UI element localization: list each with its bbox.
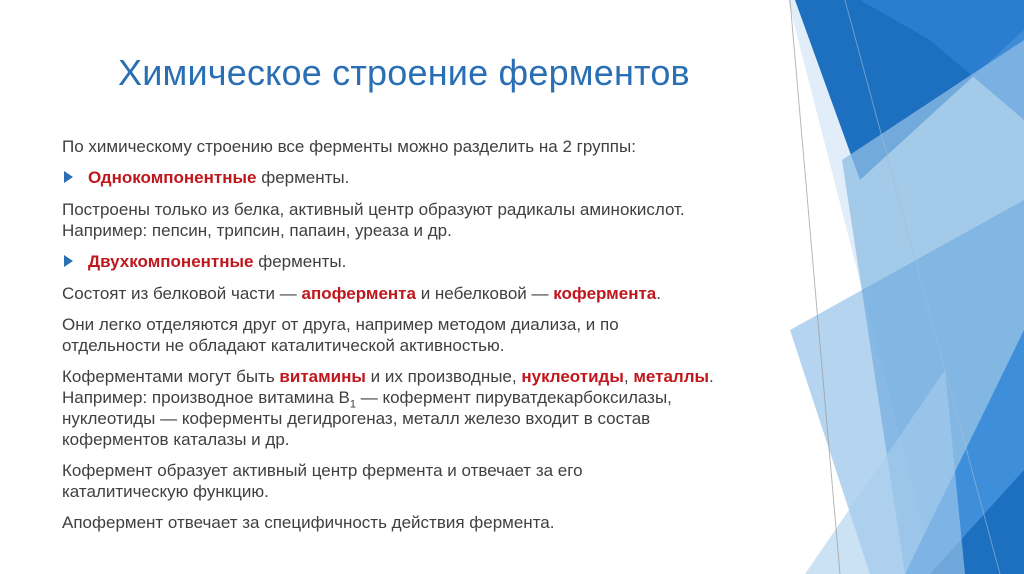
bullet-arrow-icon <box>64 171 73 183</box>
term-one-component: Однокомпонентные <box>88 168 257 187</box>
two-component-text-1: Состоят из белковой части — <box>62 284 302 303</box>
coenzymes-text-3: , <box>623 367 634 386</box>
one-component-description <box>62 199 802 241</box>
slide-body <box>62 136 802 543</box>
intro-text: По химическому строению все ферменты можно разделить на 2 группы: <box>62 137 636 156</box>
bullet-one-component-rest: ферменты. <box>256 168 350 187</box>
one-component-line-2: Например: пепсин, трипсин, папаин, уреаза и др. <box>62 221 452 240</box>
coenzymes-paragraph <box>62 366 802 450</box>
separation-paragraph <box>62 314 802 356</box>
two-component-text-2: и небелковой — <box>415 284 554 303</box>
bullet-arrow-icon <box>64 255 73 267</box>
coenzymes-line-4: коферментов каталазы и др. <box>62 430 290 449</box>
coenzymes-example-rest: — кофермент пируватдекарбоксилазы, <box>356 388 672 407</box>
term-two-component: Двухкомпонентные <box>88 252 254 271</box>
term-coenzyme: кофермента <box>553 284 657 303</box>
term-metals: металлы <box>633 367 710 386</box>
slide-title: Химическое строение ферментов <box>118 52 690 93</box>
bullet-two-component-rest: ферменты. <box>253 252 347 271</box>
coenzymes-text-2: и их производные, <box>365 367 522 386</box>
term-nucleotides: нуклеотиды <box>521 367 624 386</box>
separation-line-1: Они легко отделяются друг от друга, например методом диализа, и по <box>62 315 619 334</box>
term-vitamins: витамины <box>279 367 366 386</box>
active-center-paragraph <box>62 460 802 502</box>
term-apoenzyme: апофермента <box>301 284 416 303</box>
coenzymes-line-3: нуклеотиды — коферменты дегидрогеназ, металл железо входит в состав <box>62 409 651 428</box>
coenzymes-text-1: Коферментами могут быть <box>62 367 280 386</box>
specificity-paragraph: Апофермент отвечает за специфичность действия фермента. <box>62 513 555 532</box>
coenzymes-text-4: . <box>709 367 714 386</box>
two-component-text-3: . <box>656 284 661 303</box>
separation-line-2: отдельности не обладают каталитической активностью. <box>62 336 505 355</box>
two-component-description <box>62 283 802 304</box>
active-center-line-2: каталитическую функцию. <box>62 482 269 501</box>
coenzymes-example-text: Например: производное витамина В <box>62 388 350 407</box>
active-center-line-1: Кофермент образует активный центр фермента и отвечает за его <box>62 461 583 480</box>
bullet-one-component <box>62 167 802 188</box>
bullet-two-component <box>62 251 802 272</box>
one-component-line-1: Построены только из белка, активный центр образуют радикалы аминокислот. <box>62 200 685 219</box>
vitamin-subscript: 1 <box>349 398 356 411</box>
